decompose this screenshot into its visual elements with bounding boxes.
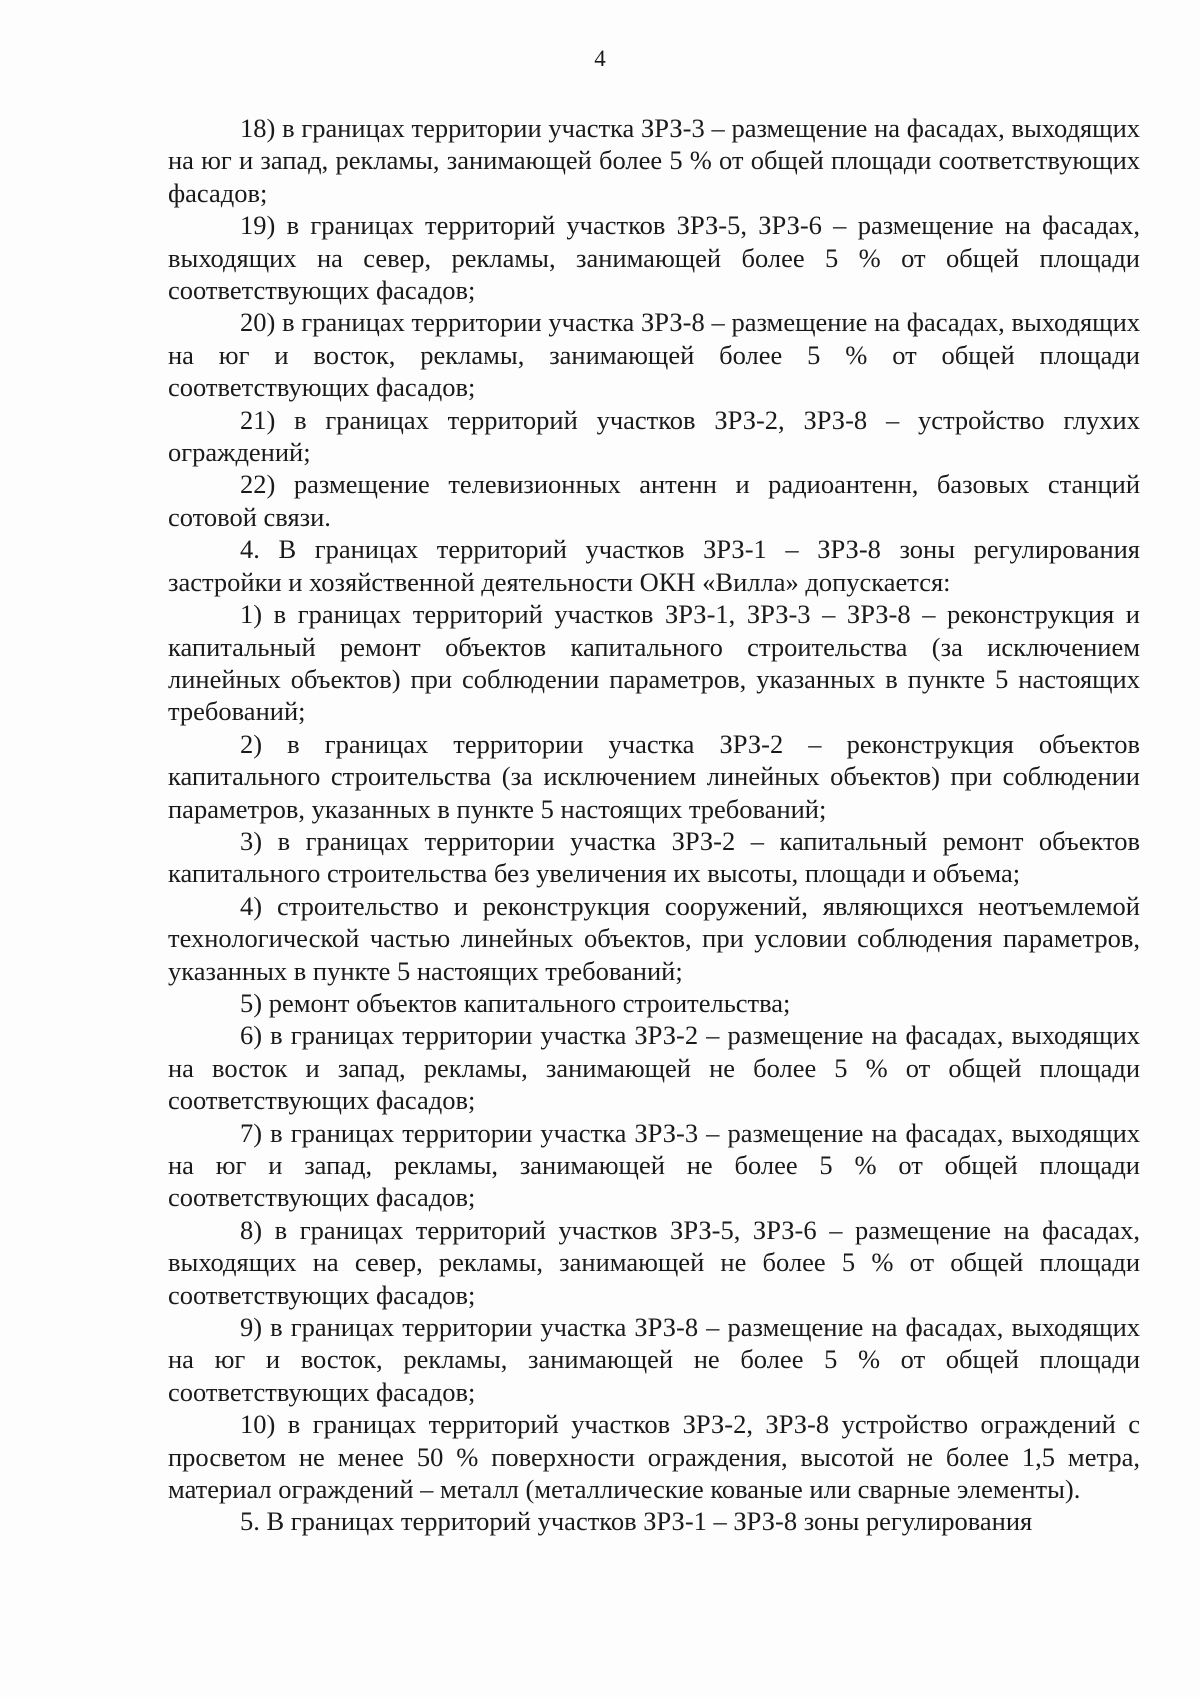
paragraph-item-1: 1) в границах территорий участков ЗРЗ-1, ЗРЗ-3 – ЗРЗ-8 – реконструкция и капитальный ремонт объектов капитального строительства (за исключением линейных объектов) при соблюдении параметров, указанных в пункте 5 настоящих требований; xyxy=(168,599,1140,727)
paragraph-item-2: 2) в границах территории участка ЗРЗ-2 – реконструкция объектов капитального строительства (за исключением линейных объектов) при соблюдении параметров, указанных в пункте 5 настоящих требований; xyxy=(168,728,1140,824)
paragraph-item-8: 8) в границах территорий участков ЗРЗ-5, ЗРЗ-6 – размещение на фасадах, выходящих на север, рекламы, занимающей не более 5 % от общей площади соответствующих фасадов; xyxy=(168,1214,1140,1310)
document-body xyxy=(168,112,1140,1538)
paragraph-item-4: 4) строительство и реконструкция сооружений, являющихся неотъемлемой технологической частью линейных объектов, при условии соблюдения параметров, указанных в пункте 5 настоящих требований; xyxy=(168,890,1140,986)
paragraph-item-18: 18) в границах территории участка ЗРЗ-3 – размещение на фасадах, выходящих на юг и запад, рекламы, занимающей более 5 % от общей площади соответствующих фасадов; xyxy=(168,113,1140,208)
paragraph-item-19: 19) в границах территорий участков ЗРЗ-5, ЗРЗ-6 – размещение на фасадах, выходящих на север, рекламы, занимающей более 5 % от общей площади соответствующих фасадов; xyxy=(168,210,1140,306)
paragraph-section-5: 5. В границах территорий участков ЗРЗ-1 – ЗРЗ-8 зоны регулирования xyxy=(240,1506,1033,1537)
paragraph-item-21: 21) в границах территорий участков ЗРЗ-2, ЗРЗ-8 – устройство глухих ограждений; xyxy=(168,404,1140,468)
page-number: 4 xyxy=(594,46,606,71)
paragraph-item-5: 5) ремонт объектов капитального строительства; xyxy=(240,987,791,1018)
paragraph-section-4: 4. В границах территорий участков ЗРЗ-1 – ЗРЗ-8 зоны регулирования застройки и хозяйственной деятельности ОКН «Вилла» допускается: xyxy=(168,534,1140,597)
paragraph-item-20: 20) в границах территории участка ЗРЗ-8 – размещение на фасадах, выходящих на юг и восток, рекламы, занимающей более 5 % от общей площади соответствующих фасадов; xyxy=(168,307,1140,403)
paragraph-item-22: 22) размещение телевизионных антенн и радиоантенн, базовых станций сотовой связи. xyxy=(168,469,1140,532)
paragraph-item-10: 10) в границах территорий участков ЗРЗ-2, ЗРЗ-8 устройство ограждений с просветом не менее 50 % поверхности ограждения, высотой не более 1,5 метра, материал ограждений – металл (металлические кованые или сварные элементы). xyxy=(168,1409,1140,1505)
paragraph-item-7: 7) в границах территории участка ЗРЗ-3 – размещение на фасадах, выходящих на юг и запад, рекламы, занимающей не более 5 % от общей площади соответствующих фасадов; xyxy=(168,1117,1140,1213)
paragraph-item-3: 3) в границах территории участка ЗРЗ-2 – капитальный ремонт объектов капитального строительства без увеличения их высоты, площади и объема; xyxy=(168,825,1140,889)
paragraph-item-9: 9) в границах территории участка ЗРЗ-8 – размещение на фасадах, выходящих на юг и восток, рекламы, занимающей не более 5 % от общей площади соответствующих фасадов; xyxy=(168,1312,1140,1407)
paragraph-item-6: 6) в границах территории участка ЗРЗ-2 – размещение на фасадах, выходящих на восток и запад, рекламы, занимающей не более 5 % от общей площади соответствующих фасадов; xyxy=(168,1020,1140,1116)
